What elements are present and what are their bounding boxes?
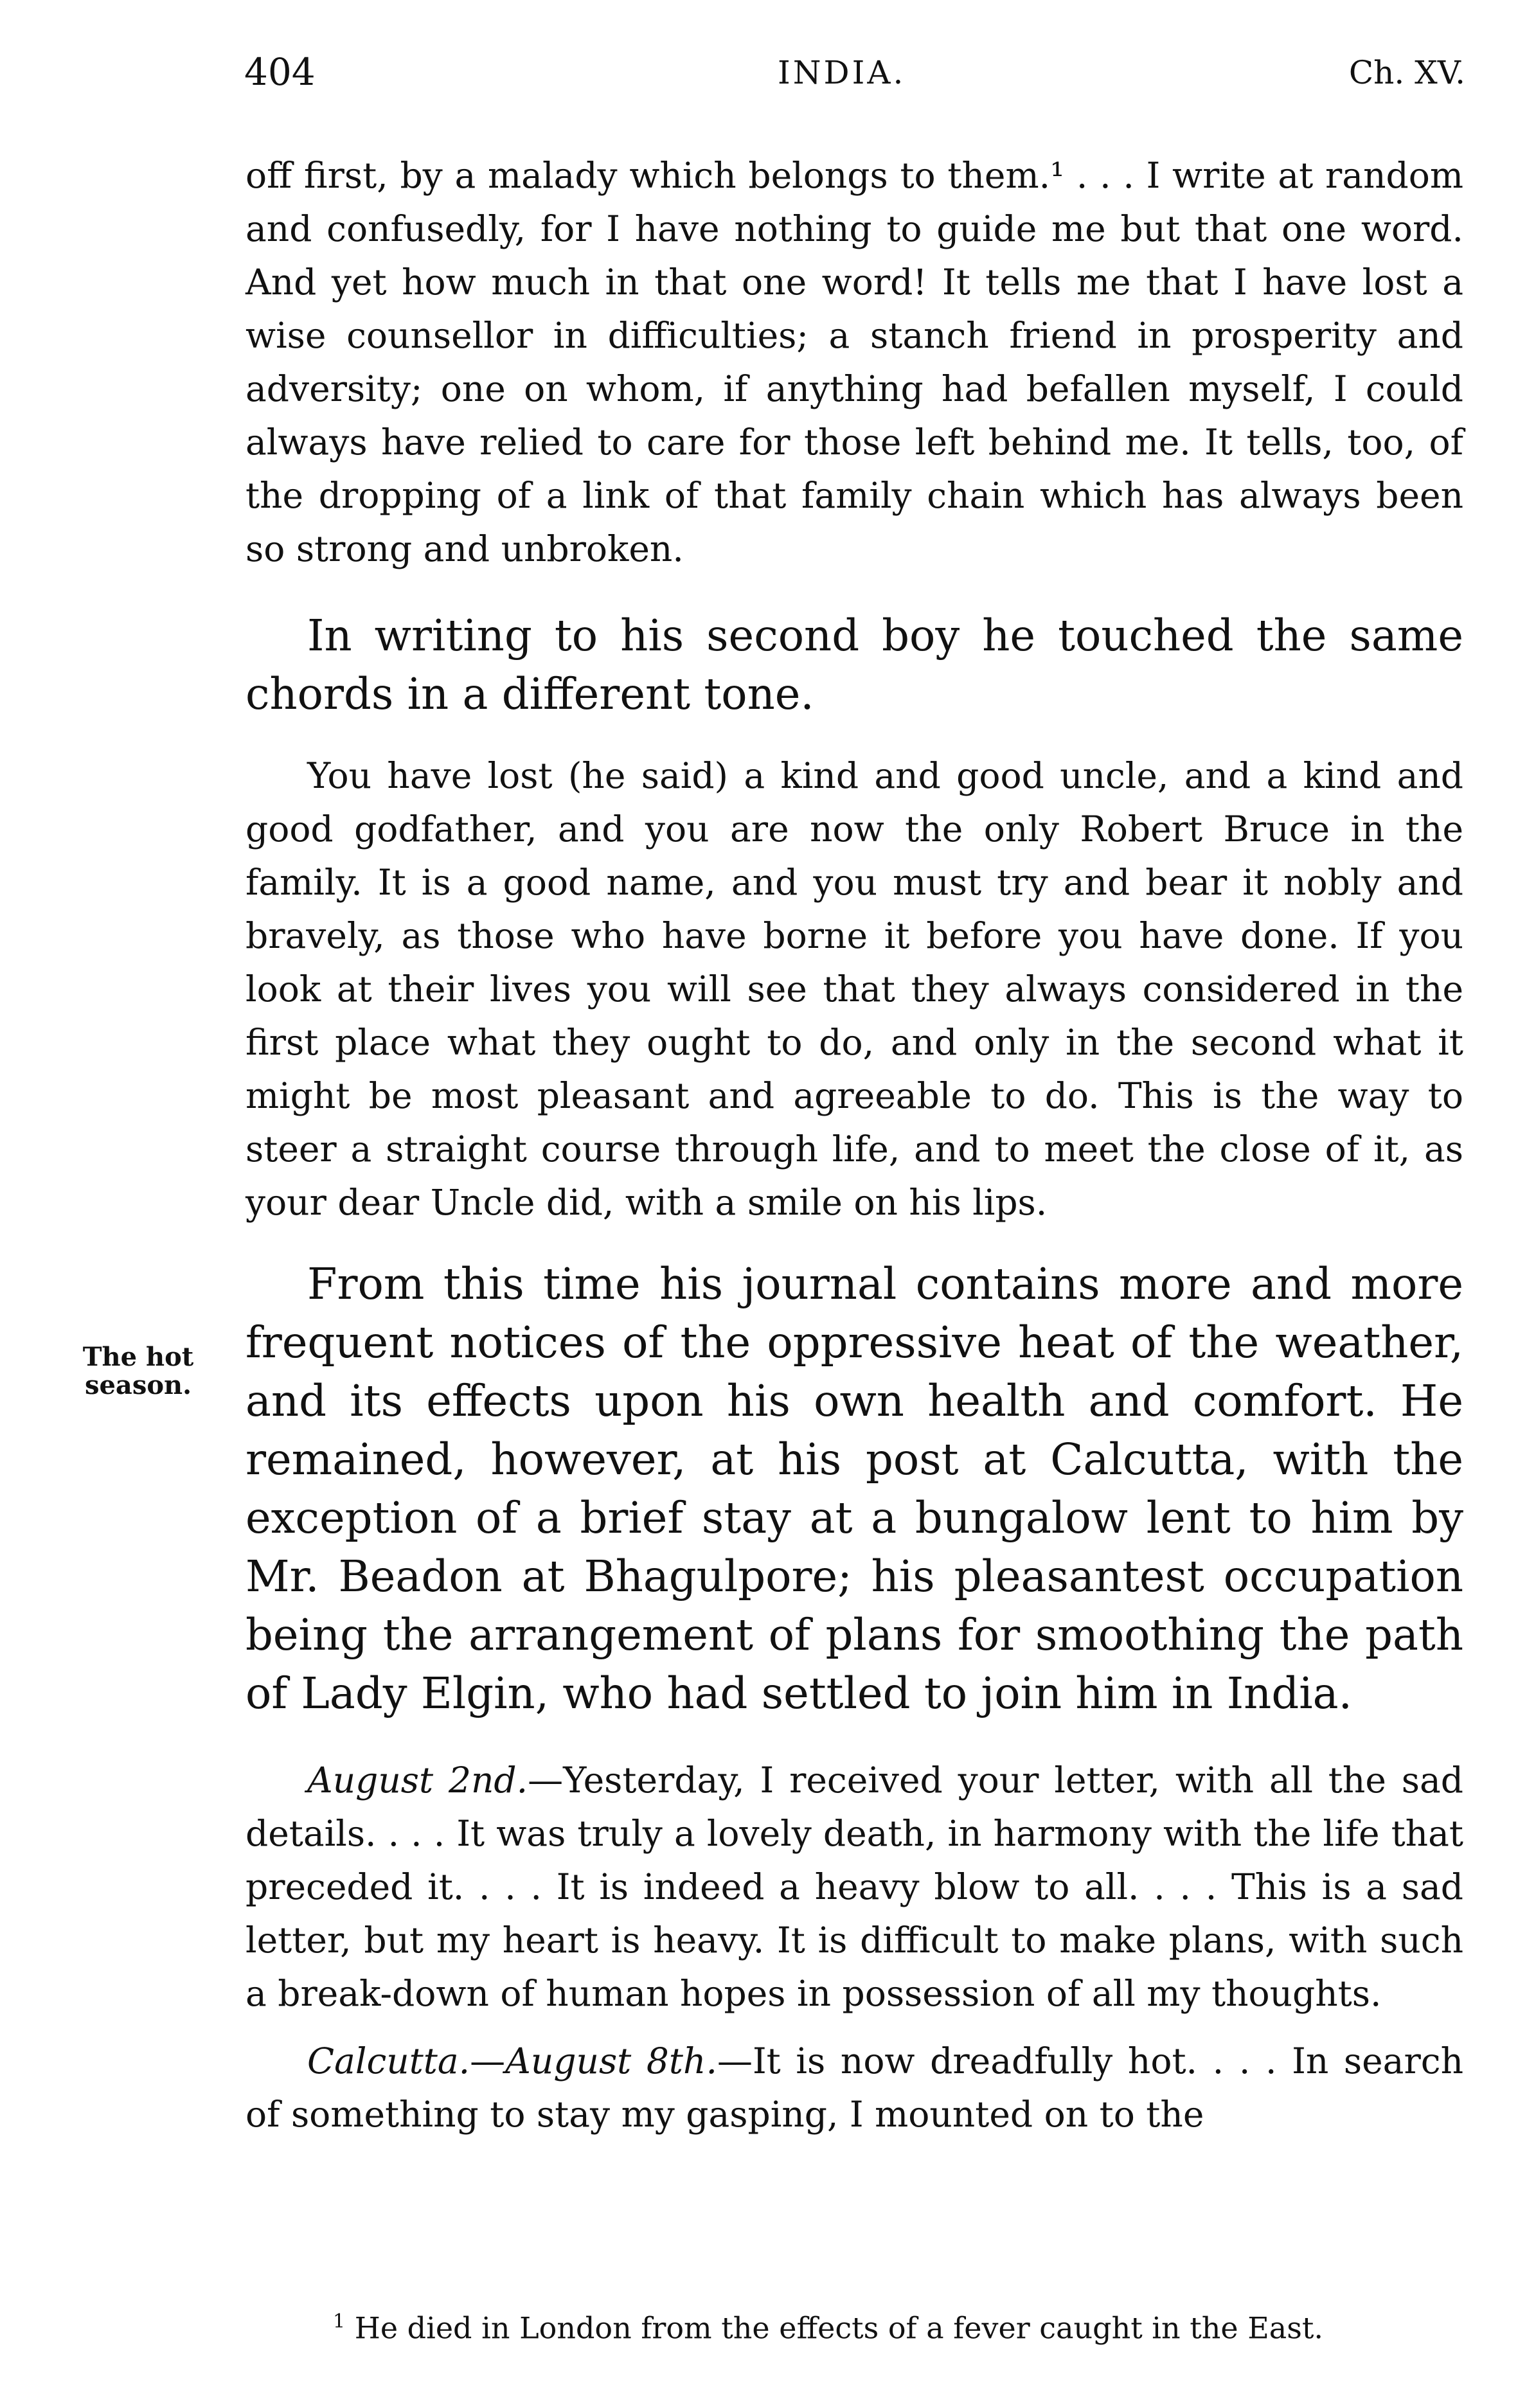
entry-date: August 2nd. [307, 1760, 528, 1801]
footnote-text: He died in London from the effects of a fever caught in the East. [354, 2310, 1323, 2346]
running-header [244, 50, 1465, 108]
page-number: 404 [244, 50, 316, 94]
entry-date: August 8th. [505, 2040, 717, 2082]
margin-note-line: The hot [82, 1342, 194, 1372]
entry-separator: — [470, 2040, 506, 2082]
narrative-paragraph: From this time his journal contains more and more frequent notices of the oppressive heat of the weather, and its effects upon his own health and comfort. He remained, however, at his post at Calcutta, with the exception of a brief stay at a bungalow lent to him by Mr. Beadon at Bhagulpore; his pleasantest occupation being the arrangement of plans for smoothing the path of Lady Elgin, who had settled to join him in India. [246, 1259, 1463, 1718]
narrative-paragraph: In writing to his second boy he touched the same chords in a different tone. [246, 611, 1463, 719]
chapter-reference: Ch. XV. [1348, 54, 1465, 91]
margin-note [64, 1343, 212, 1400]
letter-excerpt-paragraph: You have lost (he said) a kind and good uncle, and a kind and good godfather, and you are now the only Robert Bruce in the family. It is a good name, and you must try and bear it nobly and bravely, as those who have borne it before you have done. If you look at their lives you will see that they always considered in the first place what they ought to do, and only in the second what it might be most pleasant and agreeable to do. This is the way to steer a straight course through life, and to meet the close of it, as your dear Uncle did, with a smile on his lips. [246, 755, 1463, 1223]
entry-place: Calcutta. [307, 2040, 470, 2082]
journal-entry [246, 2035, 1463, 2141]
journal-entry [246, 1754, 1463, 2020]
text-column [246, 149, 1463, 2141]
entry-text: —Yesterday, I received your letter, with all the sad details. . . . It was truly a lovely death, in harmony with the life that preceded it. . . . It is indeed a heavy blow to all. . . . This is a sad letter, but my heart is heavy. It is difficult to make plans, with such a break-down of human hopes in possession of all my thoughts. [246, 1760, 1463, 2014]
letter-excerpt-paragraph: off first, by a malady which belongs to them.¹ . . . I write at random and confusedly, for I have nothing to guide me but that one word. And yet how much in that one word! It tells me that I have lost a wise counsellor in difficulties; a stanch friend in prosperity and adversity; one on whom, if anything had befallen myself, I could always have relied to care for those left behind me. It tells, too, of the dropping of a link of that family chain which has always been so strong and unbroken. [246, 155, 1463, 569]
footnote [333, 2303, 1464, 2346]
entry-text: —It is now dreadfully hot. . . . In search of something to stay my gasping, I mounted on to the [246, 2040, 1463, 2135]
margin-note-line: season. [84, 1370, 192, 1400]
footnote-marker: 1 [333, 2310, 346, 2333]
running-title: INDIA. [778, 54, 906, 91]
